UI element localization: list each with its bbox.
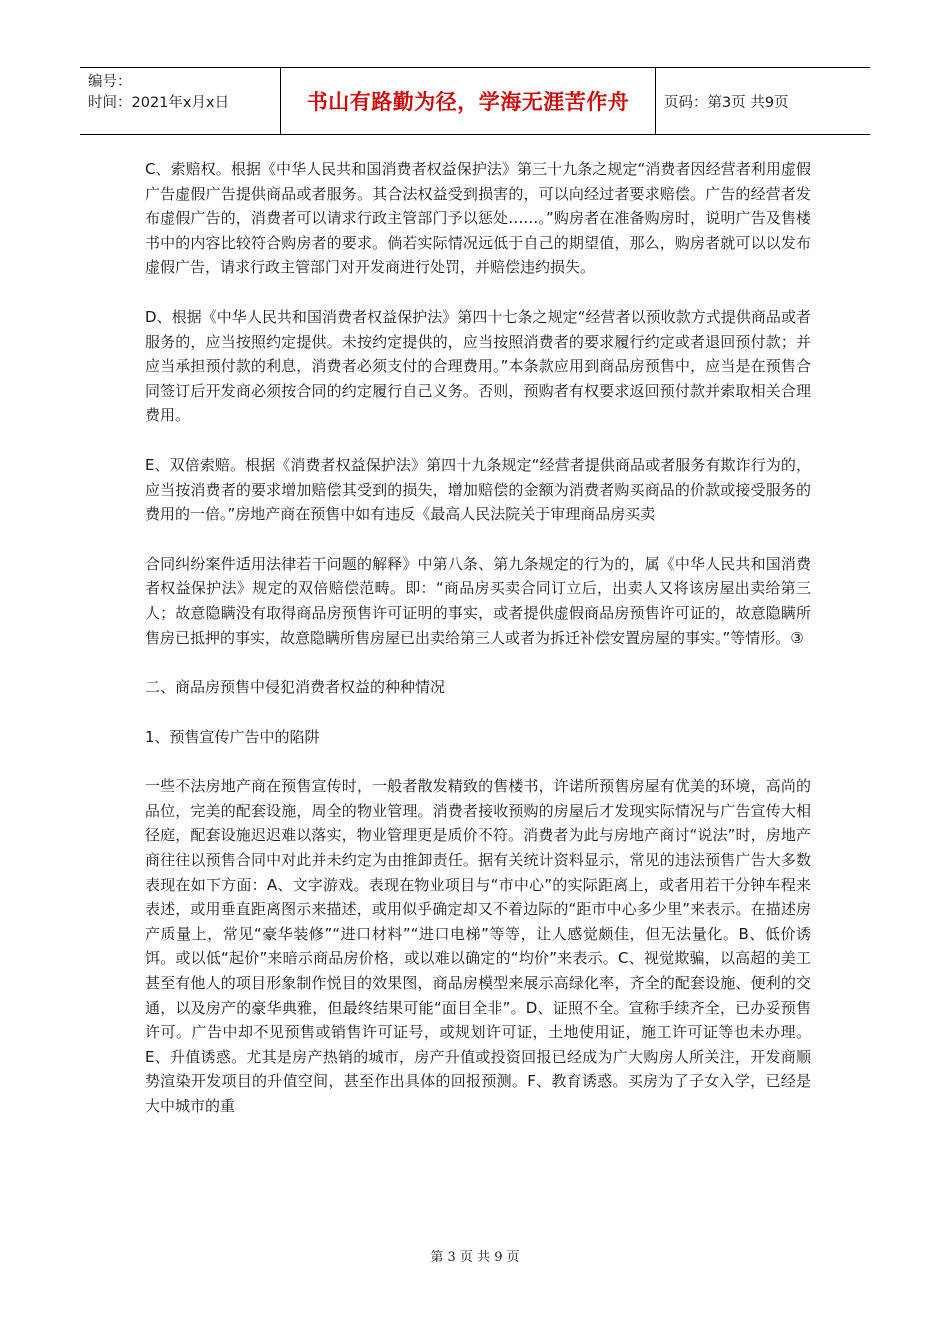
subsection-heading-1: 1、预售宣传广告中的陷阱 — [145, 727, 320, 746]
document-number-label: 编号： — [88, 74, 132, 90]
header-page-number: 页码：第3页 共9页 — [664, 94, 789, 111]
paragraph-advertising-traps: 一些不法房地产商在预售宣传时，一般者散发精致的售楼书，许诺所预售房屋有优美的环境，高尚的品位，完美的配套设施，周全的物业管理。消费者接收预购的房屋后才发现实际情况与广告宣传大相径庭，配套设施迟迟难以落实，物业管理更是质价不符。消费者为此与房地产商讨“说法”时，房地产商往往以预售合同中对此并未约定为由推卸责任。据有关统计资料显示，常见的违法预售广告大多数表现在如下方面：A、文字游戏。表现在物业项目与“市中心”的实际距离上，或者用若干分钟车程来表述，或用垂直距离图示来描述，或用似乎确定却又不着边际的“距市中心多少里”来表示。在描述房产质量上，常见“豪华装修”“进口材料”“进口电梯”等等，让人感觉颇佳，但无法量化。B、低价诱饵。或以低“起价”来暗示商品房价格，或以难以确定的“均价”来表示。C、视觉欺骗，以高超的美工甚至有他人的项目形象制作悦目的效果图，商品房模型来展示高绿化率，齐全的配套设施、便利的交通，以及房产的豪华典雅，但最终结果可能“面目全非”。D、证照不全。宣称手续齐全，已办妥预售许可。广告中却不见预售或销售许可证号，或规划许可证，土地使用证，施工许可证等也未办理。E、升值诱惑。尤其是房产热销的城市，房产升值或投资回报已经成为广大购房人所关注，开发商顺势渲染开发项目的升值空间，甚至作出具体的回报预测。F、教育诱惑。买房为了子女入学，已经是大中城市的重 — [145, 777, 811, 1115]
header-meta — [80, 68, 280, 134]
header-motto-cell — [280, 68, 656, 134]
paragraph-e-double-compensation: E、双倍索赔。根据《消费者权益保护法》第四十九条规定“经营者提供商品或者服务有欺诈行为的，应当按消费者的要求增加赔偿其受到的损失，增加赔偿的金额为消费者购买商品的价款或接受服务的费用的一倍。”房地产商在预售中如有违反《最高人民法院关于审理商品房买卖 — [145, 455, 811, 524]
page-header — [80, 67, 870, 135]
header-motto: 书山有路勤为径，学海无涯苦作舟 — [306, 90, 630, 114]
document-body — [145, 157, 811, 1144]
section-heading-2: 二、商品房预售中侵犯消费者权益的种种情况 — [145, 678, 446, 697]
page-footer: 第 3 页 共 9 页 — [430, 1250, 520, 1265]
paragraph-continuation: 合同纠纷案件适用法律若干问题的解释》中第八条、第九条规定的行为的，属《中华人民共和国消费者权益保护法》规定的双倍赔偿范畴。即：“商品房买卖合同订立后，出卖人又将该房屋出卖给第三人；故意隐瞒没有取得商品房预售许可证明的事实，或者提供虚假商品房预售许可证的，故意隐瞒所售房已抵押的事实，故意隐瞒所售房屋已出卖给第三人或者为拆迁补偿安置房屋的事实。”等情形。③ — [145, 554, 811, 647]
document-time-label: 时间：2021年x月x日 — [88, 95, 230, 111]
header-page-cell — [656, 68, 870, 134]
paragraph-c-compensation: C、索赔权。根据《中华人民共和国消费者权益保护法》第三十九条之规定“消费者因经营者利用虚假广告虚假广告提供商品或者服务。其合法权益受到损害的，可以向经过者要求赔偿。广告的经营者发布虚假广告的，消费者可以请求行政主管部门予以惩处……。”购房者在准备购房时，说明广告及售楼书中的内容比较符合购房者的要求。倘若实际情况远低于自己的期望值，那么，购房者就可以以发布虚假广告，请求行政主管部门对开发商进行处罚，并赔偿违约损失。 — [145, 160, 811, 277]
paragraph-d-prepayment: D、根据《中华人民共和国消费者权益保护法》第四十七条之规定“经营者以预收款方式提供商品或者服务的，应当按照约定提供。未按约定提供的，应当按照消费者的要求履行约定或者退回预付款；并应当承担预付款的利息，消费者必须支付的合理费用。”本条款应用到商品房预售中，应当是在预售合同签订后开发商必须按合同的约定履行自己义务。否则，预购者有权要求返回预付款并索取相关合理费用。 — [145, 307, 811, 425]
